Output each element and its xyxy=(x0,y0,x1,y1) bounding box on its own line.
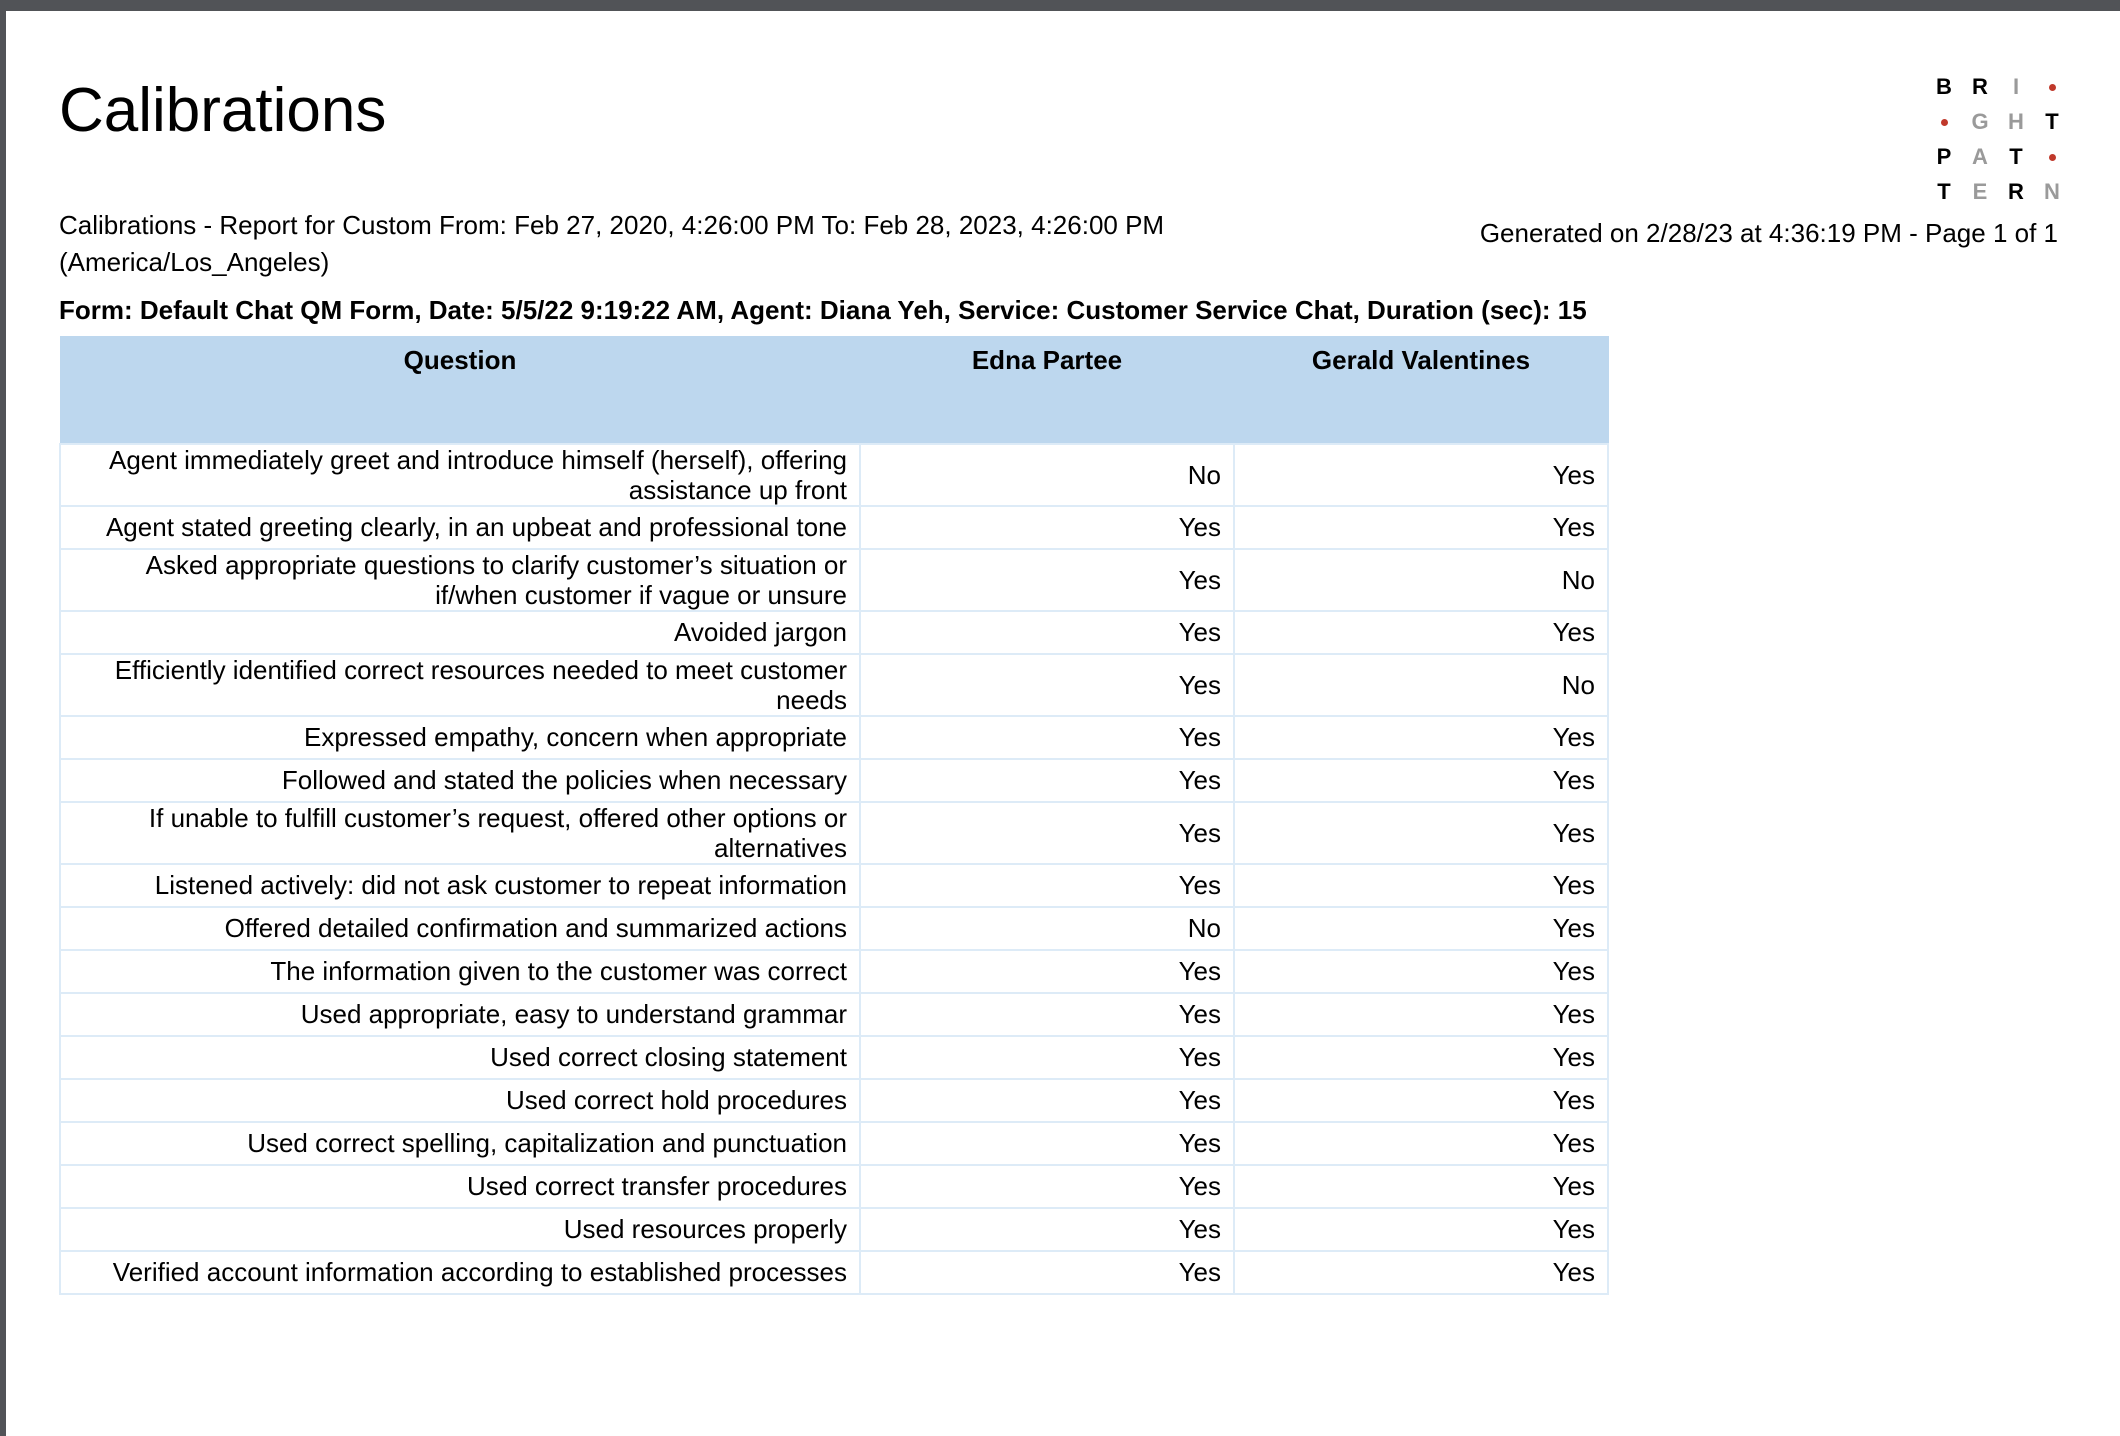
evaluator-2-answer-cell: Yes xyxy=(1234,759,1608,802)
evaluator-1-answer-cell: Yes xyxy=(860,506,1234,549)
logo-letter: I xyxy=(2012,74,2020,99)
bright-pattern-logo xyxy=(1926,73,2086,211)
table-row xyxy=(60,1122,1608,1165)
question-cell: Offered detailed confirmation and summarized actions xyxy=(60,907,860,950)
table-header-row xyxy=(60,337,1608,444)
evaluator-1-answer-cell: Yes xyxy=(860,864,1234,907)
table-row xyxy=(60,864,1608,907)
table-row xyxy=(60,802,1608,864)
evaluator-1-answer-cell: No xyxy=(860,907,1234,950)
table-row xyxy=(60,444,1608,506)
question-cell: Efficiently identified correct resources needed to meet customer needs xyxy=(60,654,860,716)
evaluator-2-answer-cell: Yes xyxy=(1234,716,1608,759)
evaluator-2-answer-cell: Yes xyxy=(1234,1079,1608,1122)
evaluator-1-answer-cell: Yes xyxy=(860,1165,1234,1208)
table-row xyxy=(60,506,1608,549)
evaluator-2-answer-cell: Yes xyxy=(1234,1208,1608,1251)
logo-letter: H xyxy=(2008,109,2024,134)
logo-dot xyxy=(2049,154,2056,161)
logo-letter: T xyxy=(1937,179,1951,204)
evaluator-1-answer-cell: Yes xyxy=(860,1208,1234,1251)
logo-letter: R xyxy=(1972,74,1988,99)
table-row xyxy=(60,1036,1608,1079)
evaluator-1-answer-cell: Yes xyxy=(860,611,1234,654)
table-row xyxy=(60,907,1608,950)
evaluator-1-answer-cell: Yes xyxy=(860,716,1234,759)
evaluator-2-answer-cell: Yes xyxy=(1234,444,1608,506)
evaluator-2-answer-cell: Yes xyxy=(1234,950,1608,993)
evaluator-2-answer-cell: No xyxy=(1234,654,1608,716)
question-cell: Used appropriate, easy to understand grammar xyxy=(60,993,860,1036)
logo-letter: E xyxy=(1972,179,1988,204)
evaluator-2-answer-cell: Yes xyxy=(1234,802,1608,864)
evaluator-2-answer-cell: Yes xyxy=(1234,1165,1608,1208)
evaluator-2-answer-cell: Yes xyxy=(1234,993,1608,1036)
evaluator-1-answer-cell: Yes xyxy=(860,759,1234,802)
evaluator-1-answer-cell: Yes xyxy=(860,802,1234,864)
question-cell: Agent immediately greet and introduce himself (herself), offering assistance up front xyxy=(60,444,860,506)
logo-letter: B xyxy=(1936,74,1952,99)
question-cell: Used correct transfer procedures xyxy=(60,1165,860,1208)
logo-dot xyxy=(1941,119,1948,126)
column-header-evaluator-1: Edna Partee xyxy=(860,337,1234,444)
question-cell: Asked appropriate questions to clarify customer’s situation or if/when customer if vague or unsure xyxy=(60,549,860,611)
table-row xyxy=(60,654,1608,716)
table-row xyxy=(60,993,1608,1036)
question-cell: Used correct hold procedures xyxy=(60,1079,860,1122)
table-row xyxy=(60,611,1608,654)
evaluator-1-answer-cell: Yes xyxy=(860,950,1234,993)
evaluator-2-answer-cell: No xyxy=(1234,549,1608,611)
question-cell: Listened actively: did not ask customer to repeat information xyxy=(60,864,860,907)
evaluator-2-answer-cell: Yes xyxy=(1234,1036,1608,1079)
report-subtitle: Calibrations - Report for Custom From: Feb 27, 2020, 4:26:00 PM To: Feb 28, 2023, 4:26:00 PM (America/Los_Angeles) xyxy=(59,210,1165,277)
evaluator-1-answer-cell: Yes xyxy=(860,549,1234,611)
calibration-table xyxy=(59,336,1609,1295)
logo-dot xyxy=(2049,84,2056,91)
table-row xyxy=(60,716,1608,759)
column-header-evaluator-2: Gerald Valentines xyxy=(1234,337,1608,444)
page-title: Calibrations xyxy=(59,76,387,145)
generated-info: Generated on 2/28/23 at 4:36:19 PM - Page 1 of 1 xyxy=(1479,218,2058,248)
logo-letter: R xyxy=(2008,179,2024,204)
table-row xyxy=(60,759,1608,802)
question-cell: The information given to the customer was correct xyxy=(60,950,860,993)
evaluator-1-answer-cell: Yes xyxy=(860,1036,1234,1079)
question-cell: Expressed empathy, concern when appropriate xyxy=(60,716,860,759)
table-row xyxy=(60,950,1608,993)
question-cell: Agent stated greeting clearly, in an upbeat and professional tone xyxy=(60,506,860,549)
column-header-question: Question xyxy=(60,337,860,444)
evaluator-2-answer-cell: Yes xyxy=(1234,864,1608,907)
table-row xyxy=(60,1165,1608,1208)
question-cell: Used correct closing statement xyxy=(60,1036,860,1079)
question-cell: Verified account information according to established processes xyxy=(60,1251,860,1294)
evaluator-1-answer-cell: Yes xyxy=(860,1079,1234,1122)
evaluator-1-answer-cell: Yes xyxy=(860,1122,1234,1165)
evaluator-1-answer-cell: Yes xyxy=(860,654,1234,716)
logo-letter: N xyxy=(2044,179,2060,204)
evaluator-1-answer-cell: No xyxy=(860,444,1234,506)
logo-letter: G xyxy=(1971,109,1989,134)
question-cell: Used correct spelling, capitalization and punctuation xyxy=(60,1122,860,1165)
question-cell: Used resources properly xyxy=(60,1208,860,1251)
form-summary: Form: Default Chat QM Form, Date: 5/5/22 9:19:22 AM, Agent: Diana Yeh, Service: Customer Service Chat, Duration (sec): 15 xyxy=(59,295,1587,325)
logo-letter: T xyxy=(2009,144,2023,169)
question-cell: Avoided jargon xyxy=(60,611,860,654)
evaluator-2-answer-cell: Yes xyxy=(1234,907,1608,950)
evaluator-2-answer-cell: Yes xyxy=(1234,611,1608,654)
logo-letter: T xyxy=(2045,109,2059,134)
question-cell: If unable to fulfill customer’s request, offered other options or alternatives xyxy=(60,802,860,864)
evaluator-1-answer-cell: Yes xyxy=(860,1251,1234,1294)
question-cell: Followed and stated the policies when necessary xyxy=(60,759,860,802)
table-row xyxy=(60,1079,1608,1122)
evaluator-2-answer-cell: Yes xyxy=(1234,506,1608,549)
logo-letter: P xyxy=(1936,144,1952,169)
evaluator-2-answer-cell: Yes xyxy=(1234,1122,1608,1165)
table-row xyxy=(60,549,1608,611)
evaluator-1-answer-cell: Yes xyxy=(860,993,1234,1036)
report-page xyxy=(6,11,2120,1436)
table-row xyxy=(60,1208,1608,1251)
logo-letter: A xyxy=(1972,144,1988,169)
evaluator-2-answer-cell: Yes xyxy=(1234,1251,1608,1294)
table-row xyxy=(60,1251,1608,1294)
